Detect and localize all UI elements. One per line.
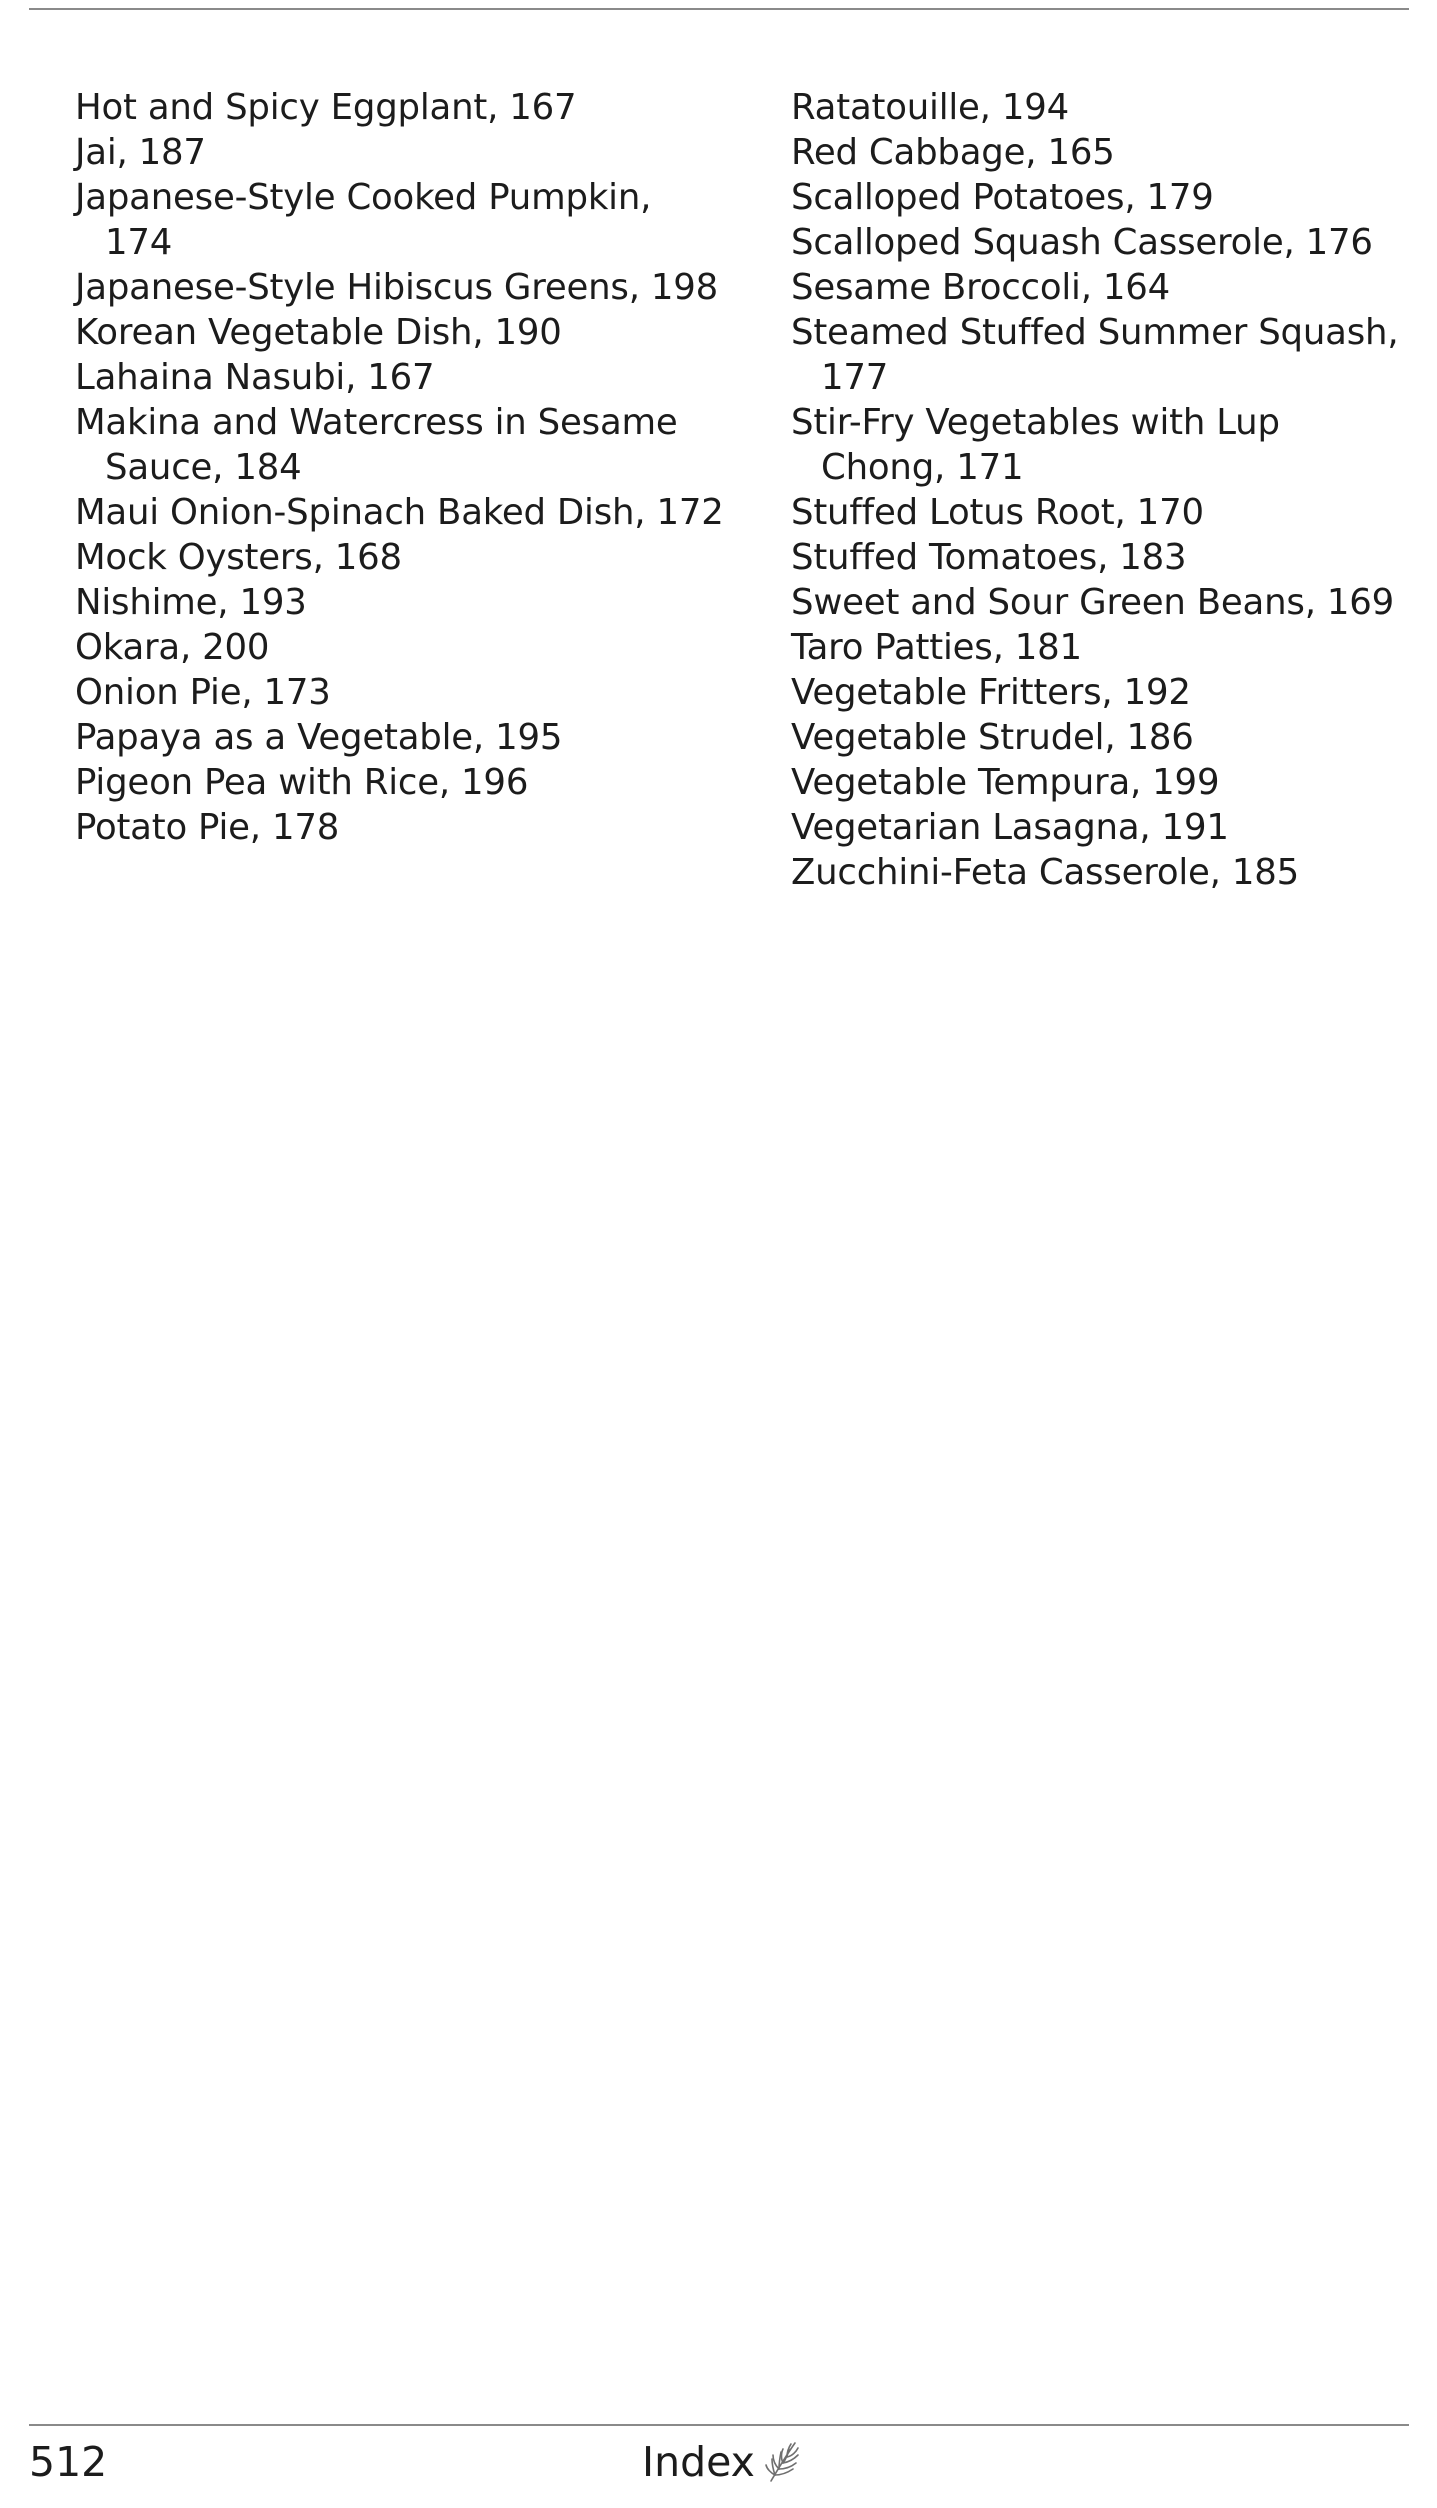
page-number: 512 bbox=[29, 2438, 108, 2486]
index-entry: Okara, 200 bbox=[75, 627, 270, 668]
index-entry: Vegetarian Lasagna, 191 bbox=[791, 807, 1229, 848]
index-entry: Vegetable Strudel, 186 bbox=[791, 717, 1194, 758]
index-entry: Vegetable Fritters, 192 bbox=[791, 672, 1191, 713]
bottom-rule bbox=[29, 2424, 1409, 2426]
index-entry: Japanese-Style Hibiscus Greens, 198 bbox=[75, 267, 719, 308]
index-column-right bbox=[791, 85, 1411, 895]
index-entry: Scalloped Squash Casserole, 176 bbox=[791, 222, 1373, 263]
section-label: Index bbox=[642, 2438, 755, 2486]
index-entry: Stuffed Tomatoes, 183 bbox=[791, 537, 1187, 578]
index-entry: Lahaina Nasubi, 167 bbox=[75, 357, 435, 398]
index-entry: Steamed Stuffed Summer Squash, 177 bbox=[791, 312, 1399, 398]
index-entry: Japanese-Style Cooked Pumpkin, 174 bbox=[75, 177, 652, 263]
running-footer bbox=[642, 2436, 801, 2488]
index-entry: Zucchini-Feta Casserole, 185 bbox=[791, 852, 1300, 893]
index-entry: Maui Onion-Spinach Baked Dish, 172 bbox=[75, 492, 724, 533]
leaf-icon bbox=[763, 2439, 801, 2485]
index-entry: Vegetable Tempura, 199 bbox=[791, 762, 1220, 803]
index-entry: Onion Pie, 173 bbox=[75, 672, 331, 713]
index-entry: Korean Vegetable Dish, 190 bbox=[75, 312, 562, 353]
index-entry: Makina and Watercress in Sesame Sauce, 184 bbox=[75, 402, 678, 488]
index-entry: Scalloped Potatoes, 179 bbox=[791, 177, 1214, 218]
index-entry: Hot and Spicy Eggplant, 167 bbox=[75, 87, 577, 128]
top-rule bbox=[29, 8, 1409, 10]
index-entry: Potato Pie, 178 bbox=[75, 807, 340, 848]
index-entry: Ratatouille, 194 bbox=[791, 87, 1070, 128]
index-entry: Stir-Fry Vegetables with Lup Chong, 171 bbox=[791, 402, 1280, 488]
index-entry: Sesame Broccoli, 164 bbox=[791, 267, 1171, 308]
index-entry: Papaya as a Vegetable, 195 bbox=[75, 717, 563, 758]
index-column-left bbox=[75, 85, 725, 850]
index-entry: Mock Oysters, 168 bbox=[75, 537, 402, 578]
index-entry: Pigeon Pea with Rice, 196 bbox=[75, 762, 529, 803]
index-entry: Sweet and Sour Green Beans, 169 bbox=[791, 582, 1395, 623]
index-entry: Taro Patties, 181 bbox=[791, 627, 1082, 668]
index-entry: Nishime, 193 bbox=[75, 582, 307, 623]
index-entry: Red Cabbage, 165 bbox=[791, 132, 1115, 173]
index-entry: Jai, 187 bbox=[75, 132, 206, 173]
index-entry: Stuffed Lotus Root, 170 bbox=[791, 492, 1204, 533]
